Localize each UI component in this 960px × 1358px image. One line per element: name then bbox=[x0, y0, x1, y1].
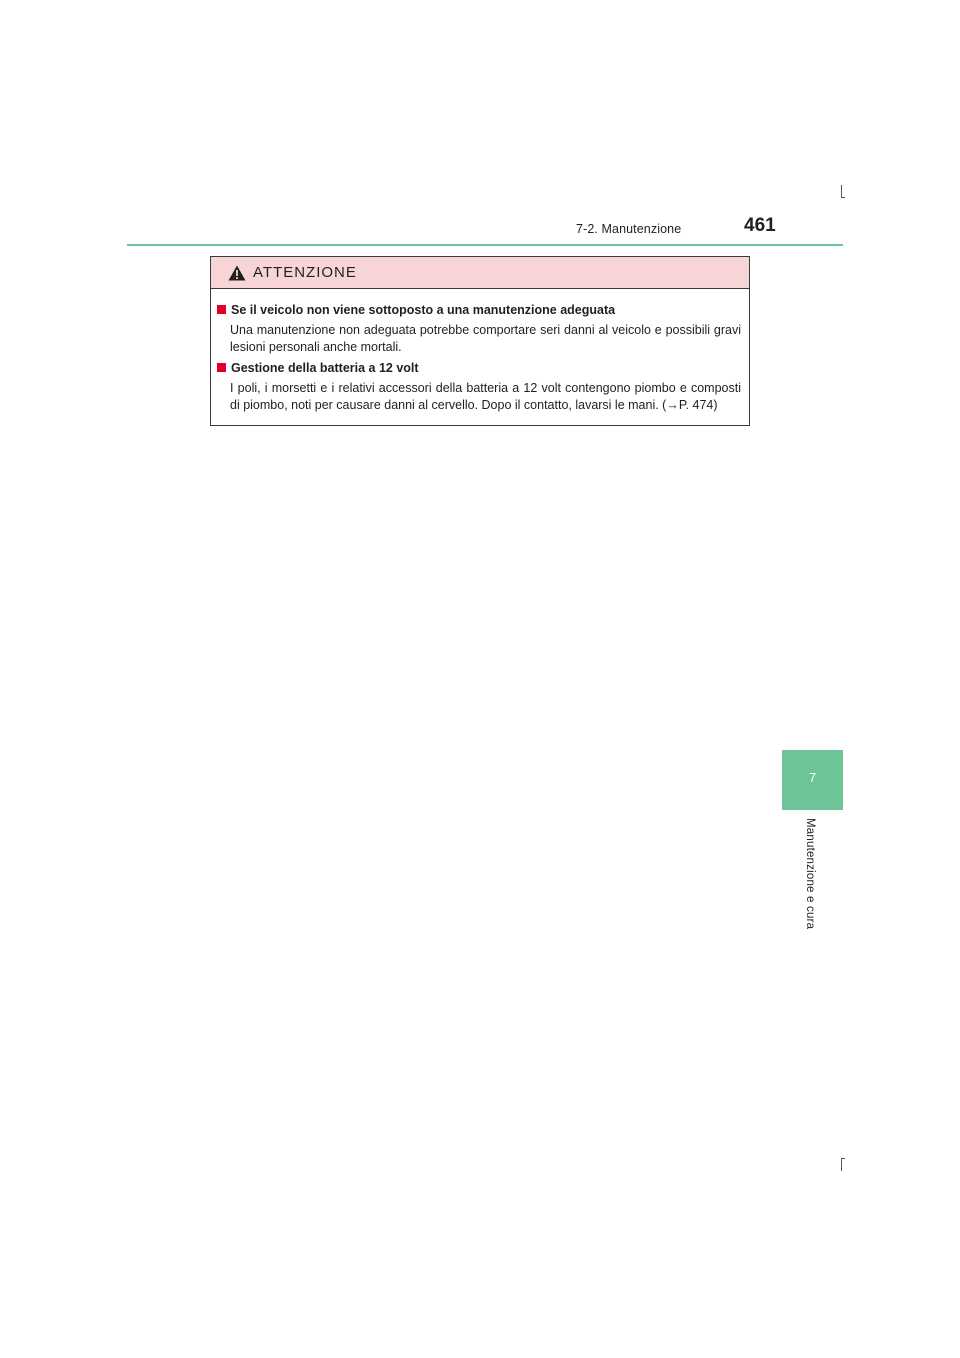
bullet-square-icon bbox=[217, 363, 226, 372]
warning-header bbox=[211, 257, 749, 289]
header-divider bbox=[127, 244, 843, 246]
warning-title: ATTENZIONE bbox=[253, 264, 357, 281]
crop-mark-bottom-tick bbox=[841, 1158, 845, 1159]
crop-mark-top-tick bbox=[841, 197, 845, 198]
chapter-tab bbox=[782, 750, 843, 810]
warning-item-heading bbox=[217, 361, 419, 375]
warning-triangle-icon bbox=[228, 265, 246, 281]
crop-mark-bottom bbox=[841, 1158, 842, 1171]
chapter-number: 7 bbox=[808, 770, 817, 785]
warning-item-text: I poli, i morsetti e i relativi accessori della batteria a 12 volt contengono piombo e composti di piombo, noti per causare danni al cervello. Dopo il contatto, lavarsi le mani. (→P. 474) bbox=[230, 381, 741, 412]
warning-box bbox=[210, 256, 750, 426]
chapter-title: Manutenzione e cura bbox=[804, 818, 816, 930]
page-number: 461 bbox=[744, 215, 776, 236]
warning-item-heading-text: Se il veicolo non viene sottoposto a una manutenzione adeguata bbox=[231, 303, 616, 317]
warning-item-heading-text: Gestione della batteria a 12 volt bbox=[231, 361, 419, 375]
bullet-square-icon bbox=[217, 305, 226, 314]
section-title: 7-2. Manutenzione bbox=[576, 222, 682, 236]
warning-item-text: Una manutenzione non adeguata potrebbe comportare seri danni al veicolo e possibili gravi lesioni personali anche mortali. bbox=[230, 323, 741, 354]
warning-item-heading bbox=[217, 303, 615, 317]
